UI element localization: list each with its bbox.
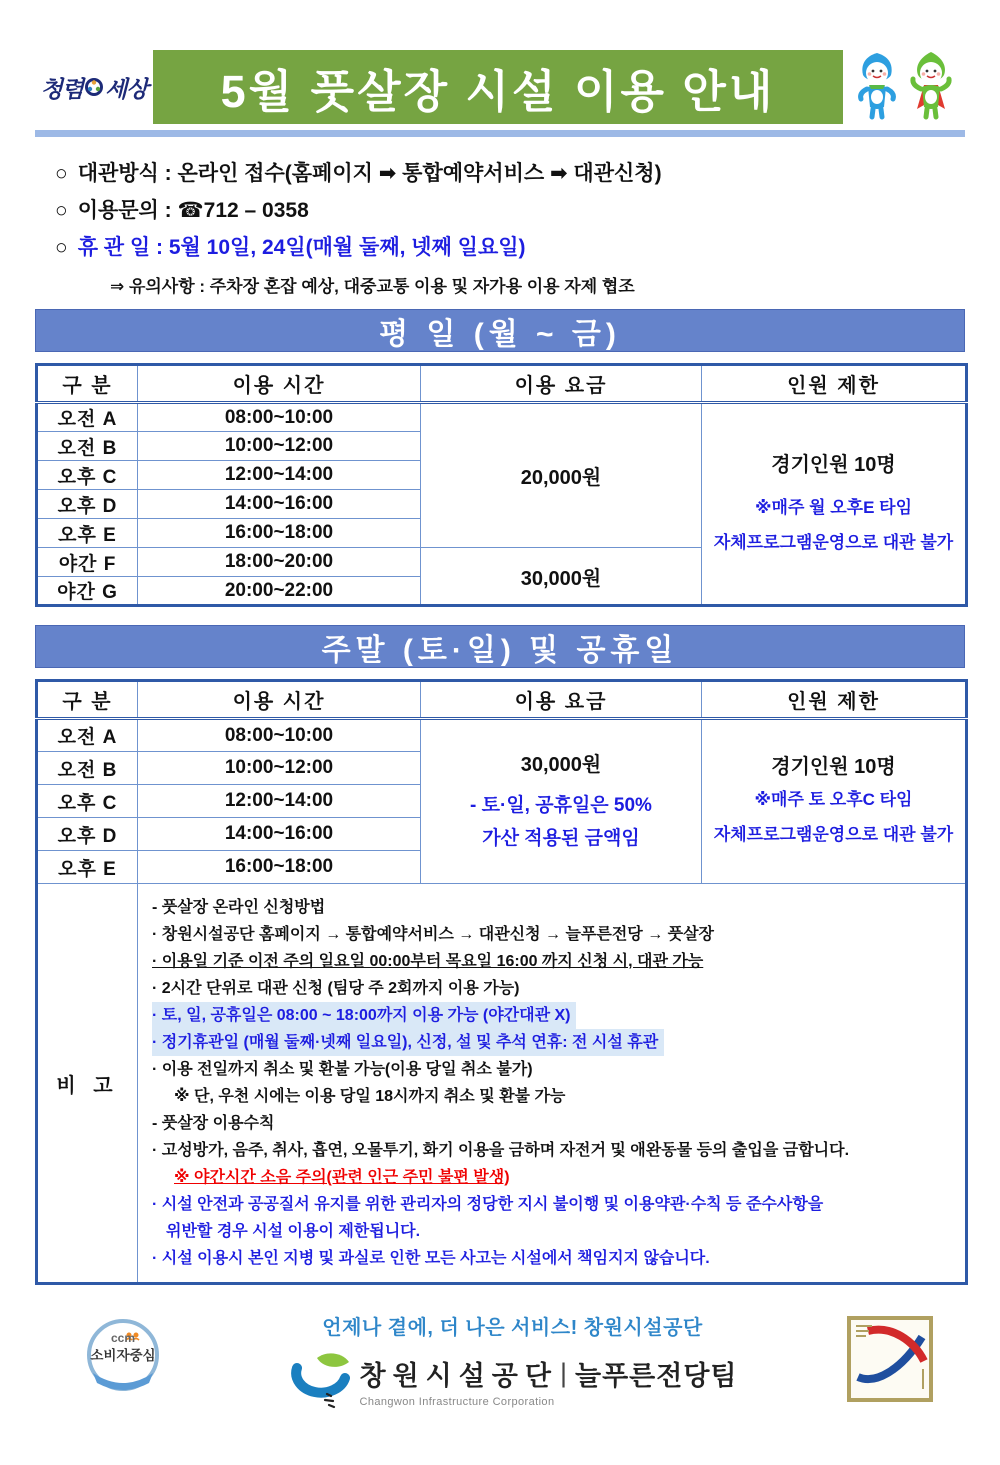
weekend-limit-cell	[702, 719, 967, 884]
header-divider	[35, 130, 965, 137]
slot-cell: 오후 C	[37, 785, 138, 818]
intro-section	[55, 155, 965, 297]
mascots	[843, 50, 965, 124]
limit-main-text: 경기인원 10명	[771, 756, 896, 779]
note-line: · 이용일 기준 이전 주의 일요일 00:00부터 목요일 16:00 까지 신청 시, 대관 가능	[152, 953, 704, 970]
service-quality-cert-icon	[846, 1315, 934, 1403]
table-row	[37, 719, 967, 752]
note-line: ※ 야간시간 소음 주의(관련 인근 주민 불편 발생)	[174, 1169, 510, 1186]
limit-note-text	[702, 783, 965, 853]
slot-cell: 오후 E	[37, 851, 138, 884]
note-line: · 2시간 단위로 대관 신청 (팀당 주 2회까지 이용 가능)	[152, 980, 520, 997]
org-name: 창원시설공단	[359, 1361, 558, 1391]
intro-rental-method	[55, 155, 965, 192]
slot-cell: 오후 E	[37, 519, 138, 548]
slot-cell: 야간 G	[37, 577, 138, 606]
intro-rental-method-text: 대관방식 : 온라인 접수(홈페이지 ➡ 통합예약서비스 ➡ 대관신청)	[77, 162, 662, 185]
time-cell: 16:00~18:00	[138, 851, 421, 884]
circle-bullet-icon: ○	[55, 162, 68, 185]
slot-cell: 오전 A	[37, 403, 138, 432]
org-team: 늘푸른전당팀	[575, 1361, 738, 1391]
note-line: - 풋살장 온라인 신청방법	[152, 899, 326, 916]
blue-mascot-icon	[853, 51, 901, 123]
note-line: · 고성방가, 음주, 취사, 흡연, 오물투기, 화기 이용을 금하며 자전거 및 애완동물 등의 출입을 금합니다.	[152, 1142, 850, 1159]
footer-slogan: 언제나 곁에, 더 나은 서비스! 창원시설공단	[322, 1317, 703, 1339]
fee-note-text	[421, 789, 701, 856]
col-header-time: 이용 시간	[138, 365, 421, 403]
weekend-header-row	[37, 681, 967, 719]
note-line: · 시설 이용시 본인 지병 및 과실로 인한 모든 사고는 시설에서 책임지지 않습니다.	[152, 1250, 710, 1267]
note-line: · 토, 일, 공휴일은 08:00 ~ 18:00까지 이용 가능 (야간대관 X)	[152, 1002, 576, 1029]
limit-main-text: 경기인원 10명	[771, 453, 896, 476]
note-line: · 시설 안전과 공공질서 유지를 위한 관리자의 정당한 지시 불이행 및 이용약관·수칙 등 준수사항을	[152, 1196, 824, 1213]
limit-note-line1: ※매주 토 오후C 타임	[754, 790, 913, 810]
time-cell: 08:00~10:00	[138, 403, 421, 432]
footer-center	[210, 1311, 815, 1412]
intro-caution: ⇒ 유의사항 : 주차장 혼잡 예상, 대중교통 이용 및 자가용 이용 자제 협조	[110, 277, 635, 296]
slot-cell: 오전 A	[37, 719, 138, 752]
intro-contact	[55, 192, 965, 229]
ccm-logo	[35, 1311, 210, 1401]
footer	[35, 1311, 965, 1412]
slot-cell: 오후 D	[37, 490, 138, 519]
page-title: 5월 풋살장 시설 이용 안내	[153, 50, 843, 124]
circle-bullet-icon: ○	[55, 199, 68, 222]
ccm-consumer-centered-icon	[77, 1317, 169, 1401]
svg-text:ccm: ccm	[110, 1331, 135, 1345]
logo-left-text1: 청렴	[40, 75, 83, 102]
weekday-limit-cell	[702, 403, 967, 606]
time-cell: 08:00~10:00	[138, 719, 421, 752]
time-cell: 14:00~16:00	[138, 490, 421, 519]
note-line: - 풋살장 이용수칙	[152, 1115, 275, 1132]
time-cell: 16:00~18:00	[138, 519, 421, 548]
weekend-fee-cell	[421, 719, 702, 884]
circle-bullet-icon: ○	[55, 236, 68, 259]
time-cell: 10:00~12:00	[138, 752, 421, 785]
intro-closed-days-text: 휴 관 일 : 5월 10일, 24일(매월 둘째, 넷째 일요일)	[77, 236, 526, 259]
col-header-category: 구 분	[37, 681, 138, 719]
intro-closed-days	[55, 229, 965, 266]
org-text	[359, 1354, 737, 1408]
logo-left-text2: 세상	[105, 75, 148, 102]
col-header-category: 구 분	[37, 365, 138, 403]
weekday-banner: 평 일 (월 ~ 금)	[35, 309, 965, 352]
col-header-time: 이용 시간	[138, 681, 421, 719]
time-cell: 10:00~12:00	[138, 432, 421, 461]
time-cell: 12:00~14:00	[138, 785, 421, 818]
changwon-swoosh-icon	[287, 1350, 359, 1412]
header	[35, 50, 965, 124]
notice-page	[0, 50, 1000, 1412]
limit-note-line2: 자체프로그램운영으로 대관 불가	[713, 532, 954, 552]
svg-text:소비자중심: 소비자중심	[89, 1348, 156, 1363]
time-cell: 18:00~20:00	[138, 548, 421, 577]
slot-cell: 오후 D	[37, 818, 138, 851]
limit-note-text	[702, 491, 965, 561]
slot-cell: 오후 C	[37, 461, 138, 490]
table-row	[37, 403, 967, 432]
green-mascot-icon	[907, 51, 955, 123]
certification-mark	[815, 1311, 965, 1403]
time-cell: 12:00~14:00	[138, 461, 421, 490]
logo-swirl-icon	[84, 77, 104, 97]
note-line: · 이용 전일까지 취소 및 환불 가능(이용 당일 취소 불가)	[152, 1061, 533, 1078]
notes-cell	[138, 884, 967, 1284]
org-divider: |	[559, 1358, 567, 1388]
slot-cell: 오전 B	[37, 432, 138, 461]
col-header-limit: 인원 제한	[702, 681, 967, 719]
note-line: · 정기휴관일 (매월 둘째·넷째 일요일), 신정, 설 및 추석 연휴: 전 시설 휴관	[152, 1029, 664, 1056]
note-line: 위반할 경우 시설 이용이 제한됩니다.	[166, 1223, 421, 1240]
notes-row	[37, 884, 967, 1284]
note-line: · 창원시설공단 홈페이지 → 통합예약서비스 → 대관신청 → 늘푸른전당 → 풋살장	[152, 926, 715, 943]
weekend-banner: 주말 (토·일) 및 공휴일	[35, 625, 965, 668]
limit-note-line2: 자체프로그램운영으로 대관 불가	[713, 825, 954, 844]
weekday-day-fee-cell: 20,000원	[421, 403, 702, 548]
org-main	[359, 1354, 737, 1393]
org-english-name: Changwon Infrastructure Corporation	[359, 1396, 555, 1408]
fee-note-line2: 가산 적용된 금액임	[482, 828, 640, 849]
col-header-fee: 이용 요금	[421, 681, 702, 719]
weekday-table	[35, 363, 968, 607]
weekday-night-fee-cell: 30,000원	[421, 548, 702, 606]
limit-note-line1: ※매주 월 오후E 타임	[755, 497, 912, 517]
org-logo-row	[287, 1350, 737, 1412]
time-cell: 20:00~22:00	[138, 577, 421, 606]
intro-contact-text: 이용문의 : ☎712 – 0358	[77, 199, 309, 222]
note-line: ※ 단, 우천 시에는 이용 당일 18시까지 취소 및 환불 가능	[174, 1088, 566, 1105]
col-header-limit: 인원 제한	[702, 365, 967, 403]
weekday-header-row	[37, 365, 967, 403]
slot-cell: 오전 B	[37, 752, 138, 785]
slot-cell: 야간 F	[37, 548, 138, 577]
col-header-fee: 이용 요금	[421, 365, 702, 403]
notes-label: 비 고	[37, 884, 138, 1284]
time-cell: 14:00~16:00	[138, 818, 421, 851]
fee-main-text: 30,000원	[520, 753, 602, 776]
cheongryeom-sesang-logo	[35, 50, 153, 124]
weekend-table	[35, 679, 968, 1285]
fee-note-line1: - 토·일, 공휴일은 50%	[470, 794, 652, 816]
